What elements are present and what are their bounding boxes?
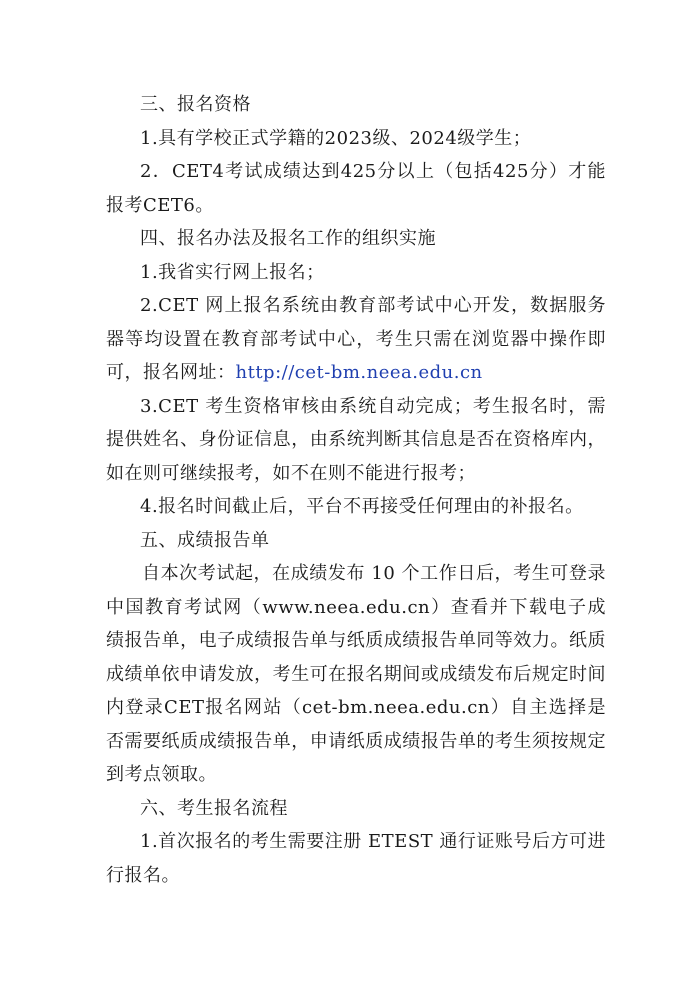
registration-item-2-text: 2.CET 网上报名系统由教育部考试中心开发，数据服务器等均设置在教育部考试中心，考生只需在浏览器中操作即可，报名网址： (106, 295, 606, 383)
section-heading-registration-method: 四、报名办法及报名工作的组织实施 (140, 228, 436, 249)
document-body (106, 88, 606, 892)
eligibility-item-2: 2．CET4考试成绩达到425分以上（包括425分）才能报考CET6。 (106, 161, 606, 216)
eligibility-item-1: 1.具有学校正式学籍的2023级、2024级学生； (140, 127, 532, 149)
registration-website-link[interactable]: http://cet-bm.neea.edu.cn (235, 362, 483, 383)
score-report-paragraph: 自本次考试起，在成绩发布 10 个工作日后，考生可登录中国教育考试网（www.neea.edu.cn）查看并下载电子成绩报告单，电子成绩报告单与纸质成绩报告单同等效力。纸质成绩单依申请发放，考生可在报名期间或成绩发布后规定时间内登录CET报名网站（cet-bm.neea.edu.cn）自主选择是否需要纸质成绩报告单，申请纸质成绩报告单的考生须按规定到考点领取。 (106, 563, 606, 785)
section-heading-registration-process: 六、考生报名流程 (140, 797, 288, 819)
registration-item-4: 4.报名时间截止后，平台不再接受任何理由的补报名。 (140, 496, 584, 517)
process-item-1: 1.首次报名的考生需要注册 ETEST 通行证账号后方可进行报名。 (106, 831, 606, 886)
section-heading-eligibility: 三、报名资格 (140, 94, 251, 115)
registration-item-3: 3.CET 考生资格审核由系统自动完成；考生报名时，需提供姓名、身份证信息，由系统判断其信息是否在资格库内，如在则可继续报考，如不在则不能进行报考； (106, 395, 606, 484)
registration-item-1: 1.我省实行网上报名； (140, 261, 325, 283)
section-heading-score-report: 五、成绩报告单 (140, 529, 270, 551)
registration-item-2 (106, 289, 606, 390)
